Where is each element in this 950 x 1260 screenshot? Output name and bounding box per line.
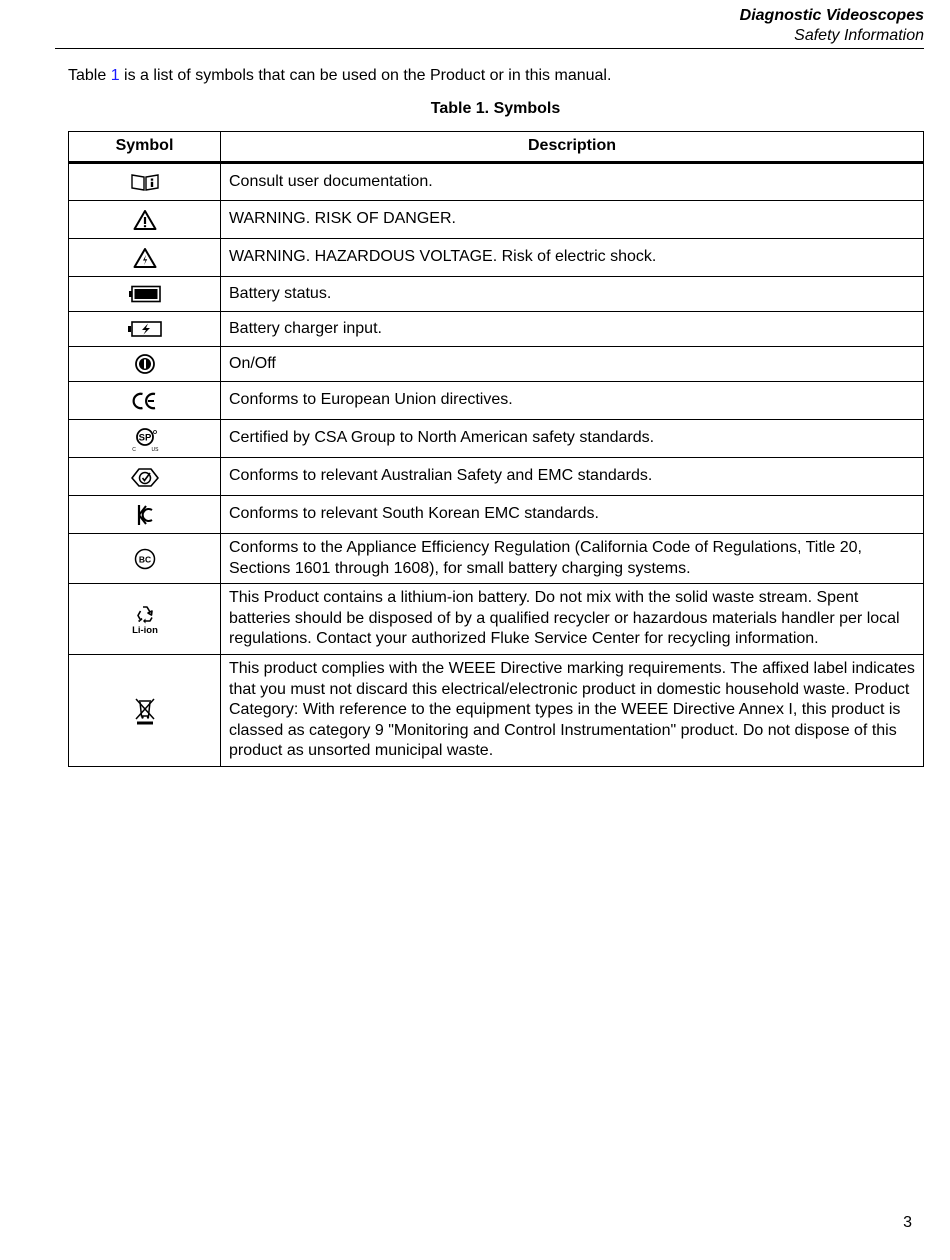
table-row	[69, 584, 924, 655]
csa-left-text: C	[131, 446, 136, 452]
page-number: 3	[903, 1214, 912, 1231]
symbol-cell	[69, 239, 221, 277]
description-cell: Conforms to relevant South Korean EMC standards.	[221, 496, 924, 534]
csa-right-text: US	[151, 446, 158, 452]
description-cell: Certified by CSA Group to North American safety standards.	[221, 420, 924, 458]
intro-text-after: is a list of symbols that can be used on the Product or in this manual.	[119, 67, 612, 84]
table-row	[69, 201, 924, 239]
warning-danger-icon	[69, 209, 220, 231]
kc-mark-icon	[69, 503, 220, 527]
symbol-cell	[69, 584, 221, 655]
header-divider	[55, 48, 924, 49]
description-cell: Battery charger input.	[221, 312, 924, 347]
symbol-cell	[69, 458, 221, 496]
table-row	[69, 496, 924, 534]
table-row	[69, 163, 924, 201]
table-row	[69, 534, 924, 584]
rcm-mark-icon	[69, 466, 220, 488]
description-cell: Conforms to relevant Australian Safety and EMC standards.	[221, 458, 924, 496]
table-row	[69, 277, 924, 312]
csa-center-text: SP	[138, 432, 151, 443]
weee-bin-icon	[69, 696, 220, 726]
table-row	[69, 239, 924, 277]
table-row	[69, 458, 924, 496]
symbol-cell	[69, 420, 221, 458]
table-caption: Table 1. Symbols	[430, 100, 561, 117]
battery-status-icon	[69, 285, 220, 303]
table-row	[69, 655, 924, 767]
description-cell: Battery status.	[221, 277, 924, 312]
bc-mark-text: BC	[138, 553, 151, 564]
csa-mark-icon	[69, 426, 220, 452]
ce-mark-icon	[69, 391, 220, 411]
power-on-off-icon	[69, 353, 220, 375]
symbols-table	[68, 131, 924, 767]
intro-paragraph	[68, 66, 611, 86]
table-reference-link[interactable]: 1	[110, 67, 120, 84]
description-cell: On/Off	[221, 347, 924, 382]
header-subtitle: Safety Information	[794, 27, 924, 44]
table-header-row	[69, 132, 924, 163]
li-ion-label: Li-ion	[131, 625, 158, 634]
table-row	[69, 420, 924, 458]
table-row	[69, 347, 924, 382]
page-header	[740, 6, 924, 46]
symbol-cell	[69, 534, 221, 584]
symbol-cell	[69, 277, 221, 312]
description-cell: WARNING. HAZARDOUS VOLTAGE. Risk of electric shock.	[221, 239, 924, 277]
column-header-description: Description	[221, 132, 924, 163]
description-cell: This Product contains a lithium-ion battery. Do not mix with the solid waste stream. Spent batteries should be disposed of by a qualified recycler or hazardous materials handler per local regulations. Contact your authorized Fluke Service Center for recycling information.	[221, 584, 924, 655]
symbol-cell	[69, 382, 221, 420]
description-cell: WARNING. RISK OF DANGER.	[221, 201, 924, 239]
description-cell: Consult user documentation.	[221, 163, 924, 201]
li-ion-recycle-icon	[69, 604, 220, 634]
symbol-cell	[69, 496, 221, 534]
description-cell: This product complies with the WEEE Directive marking requirements. The affixed label indicates that you must not discard this electrical/electronic product in domestic household waste. Product Category: With reference to the equipment types in the WEEE Directive Annex I, this product is classed as category 9 "Monitoring and Control Instrumentation" product. Do not dispose of this product as unsorted municipal waste.	[221, 655, 924, 767]
symbol-cell	[69, 655, 221, 767]
user-documentation-icon	[69, 172, 220, 192]
description-cell: Conforms to European Union directives.	[221, 382, 924, 420]
hazardous-voltage-icon	[69, 247, 220, 269]
battery-charger-icon	[69, 320, 220, 338]
table-row	[69, 382, 924, 420]
symbol-cell	[69, 347, 221, 382]
bc-mark-icon	[69, 547, 220, 571]
header-title: Diagnostic Videoscopes	[739, 7, 924, 24]
description-cell: Conforms to the Appliance Efficiency Regulation (California Code of Regulations, Title 20, Sections 1601 through 1608), for small battery charging systems.	[221, 534, 924, 584]
symbol-cell	[69, 201, 221, 239]
symbol-cell	[69, 312, 221, 347]
column-header-symbol: Symbol	[69, 132, 221, 163]
symbol-cell	[69, 163, 221, 201]
table-row	[69, 312, 924, 347]
intro-text-before: Table	[68, 67, 111, 84]
